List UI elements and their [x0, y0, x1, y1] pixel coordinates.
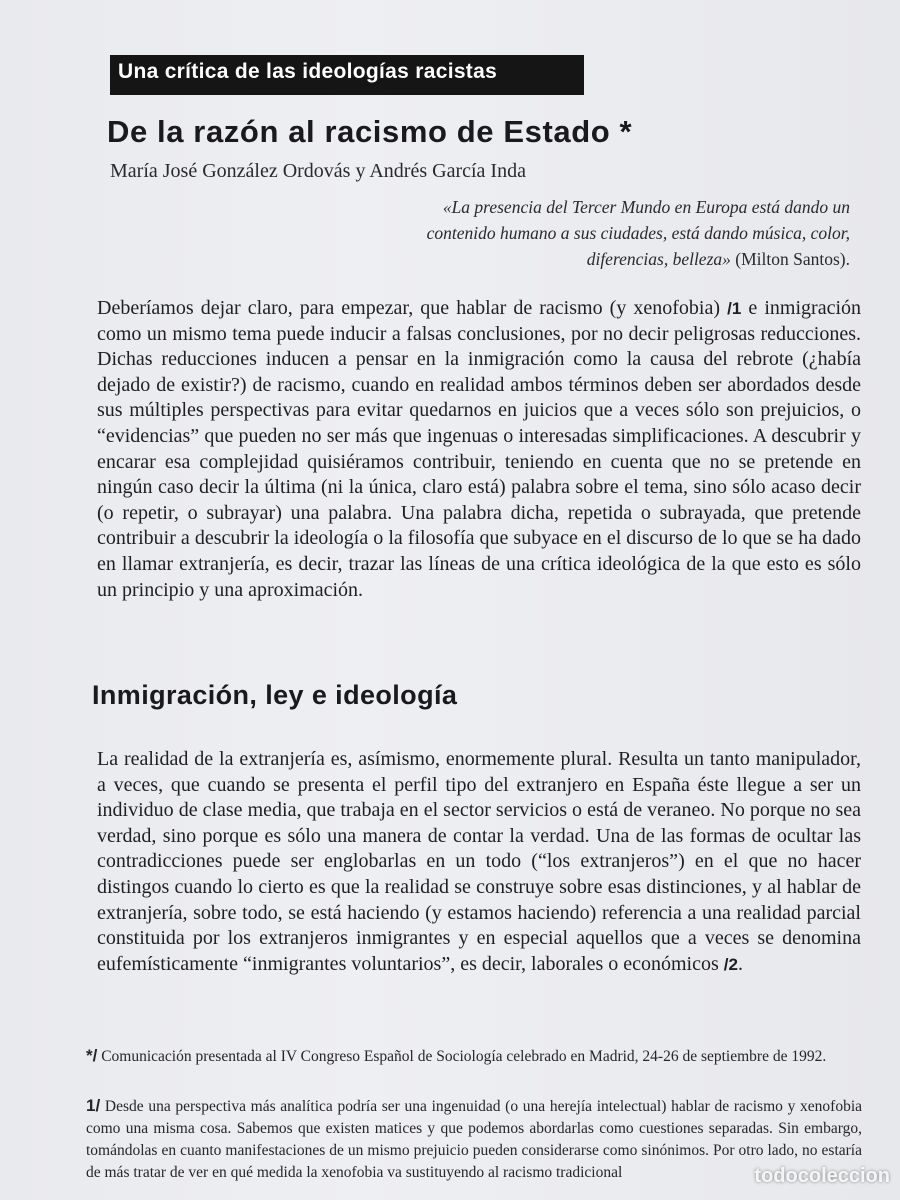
intro-paragraph: [97, 296, 861, 603]
intro-text-start: Deberíamos dejar claro, para empezar, que hablar de racismo (y xenofobia): [97, 297, 721, 319]
watermark: todocoleccion: [754, 1165, 890, 1187]
footnote-ref-2: /2: [723, 954, 738, 974]
section-heading: Inmigración, ley e ideología: [92, 680, 458, 710]
body-text-end: .: [737, 952, 743, 975]
epigraph-source: (Milton Santos).: [735, 249, 850, 269]
article-title: De la razón al racismo de Estado *: [107, 114, 633, 149]
section-banner: Una crítica de las ideologías racistas: [110, 55, 584, 95]
footnote-text: Desde una perspectiva más analítica podría ser una ingenuidad (o una herejía intelectual) hablar de racismo y xenofobia como una misma cosa. Sabemos que existen matices y que podemos abordarlas como cuestiones separadas. Sin embargo, tomándolas en cuanto manifestaciones de un mismo prejuicio pueden considerarse como sinónimos. Por otro lado, no estaría de más tratar de ver en qué medida la xenofobia va sustituyendo al racismo tradicional: [86, 1098, 862, 1181]
intro-text-rest: e inmigración como un mismo tema puede inducir a falsas conclusiones, por no decir peligrosas reducciones. Dichas reducciones inducen a pensar en la inmigración como la causa del rebrote (¿había dejado de existir?) de racismo, cuando en realidad ambos términos deben ser abordados desde sus múltiples perspectivas para evitar quedarnos en juicios que a veces sólo son prejuicios, o “evidencias” que pueden no ser más que ingenuas o interesadas simplificaciones. A descubrir y encarar esa complejidad quisiéramos contribuir, teniendo en cuenta que no se pretende en ningún caso decir la última (ni la única, claro está) palabra sobre el tema, sino sólo acaso decir (o repetir, o subrayar) una palabra. Una palabra dicha, repetida o subrayada, que pretende contribuir a descubrir la ideología o la filosofía que subyace en el discurso de lo que se ha dado en llamar extranjería, es decir, trazar las líneas de una crítica ideológica de la que esto es sólo un principio y una aproximación.: [97, 297, 862, 601]
footnote-marker: */: [86, 1046, 98, 1065]
epigraph: [380, 194, 850, 272]
footnote-1: [86, 1095, 862, 1184]
article-authors: María José González Ordovás y Andrés García Inda: [110, 160, 526, 182]
epigraph-quote: «La presencia del Tercer Mundo en Europa está dando un contenido humano a sus ciudades, está dando música, color, diferencias, belleza»: [426, 197, 850, 269]
body-text: La realidad de la extranjería es, asímismo, enormemente plural. Resulta un tanto manipulador, a veces, que cuando se presenta el perfil tipo del extranjero en España éste llegue a ser un individuo de clase media, que trabaja en el sector servicios o está de veraneo. No porque no sea verdad, sino porque es sólo una manera de contar la verdad. Una de las formas de ocultar las contradicciones puede ser englobarlas en un todo (“los extranjeros”) en el que no hacer distingos cuando lo cierto es que la realidad se construye sobre esas distinciones, y al hablar de extranjería, sobre todo, se está haciendo (y estamos haciendo) referencia a una realidad parcial constituida por los extranjeros inmigrantes y en especial aquellos que a veces se denomina eufemísticamente “inmigrantes voluntarios”, es decir, laborales o económicos: [97, 748, 861, 975]
body-paragraph: [97, 747, 861, 977]
footnote-marker: 1/: [86, 1096, 101, 1115]
footnote-ref-1: /1: [727, 299, 742, 318]
footnote-asterisk: [86, 1045, 862, 1068]
footnote-text: Comunicación presentada al IV Congreso Español de Sociología celebrado en Madrid, 24-26 de septiembre de 1992.: [101, 1048, 827, 1065]
